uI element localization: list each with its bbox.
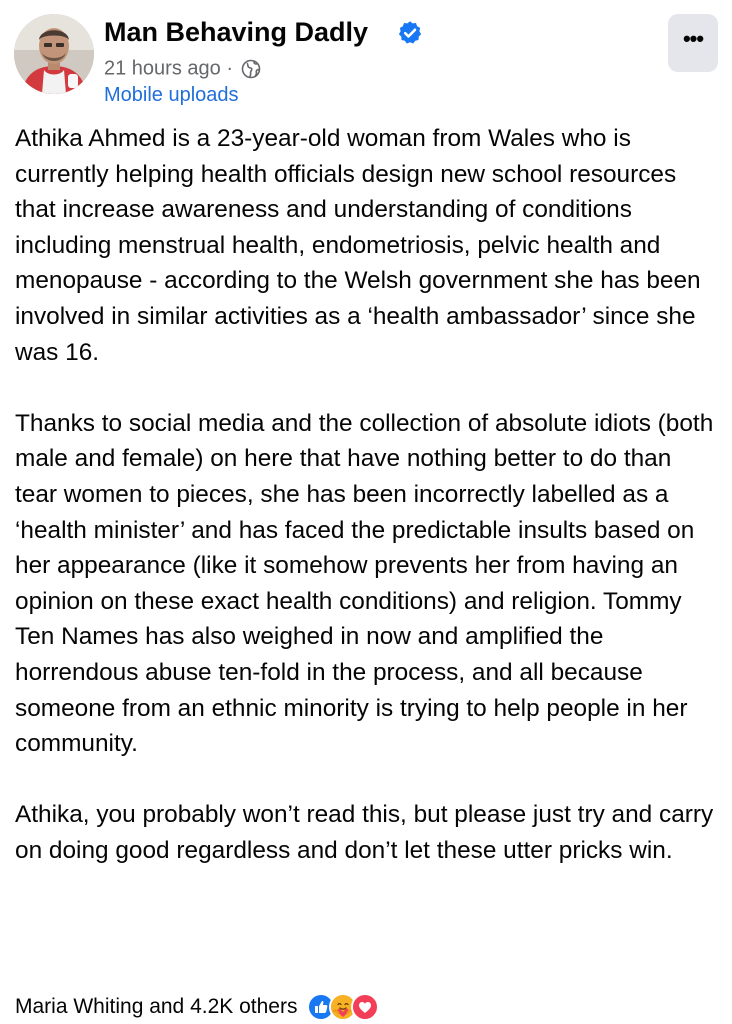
post-paragraph-3: Athika, you probably won’t read this, but please just try and carry on doing good regardless and don’t let these utter pricks win. [15, 801, 714, 864]
avatar-photo [14, 14, 94, 94]
post-header [0, 0, 732, 120]
post-paragraph-2: Thanks to social media and the collection of absolute idiots (both male and female) on here that have nothing better to do than tear women to pieces, she has been incorrectly labelled as a ‘health minister’ and has faced the predictable insults based on her appearance (like it somehow prevents her from having an opinion on these exact health conditions) and religion. Tommy Ten Names has also weighed in now and amplified the horrendous abuse ten-fold in the process, and all because someone from an ethnic minority is trying to help people in her community. [15, 409, 714, 758]
reactions-summary[interactable]: Maria Whiting and 4.2K others [15, 995, 298, 1018]
reaction-icons[interactable] [307, 993, 379, 1021]
reactions-bar [15, 990, 720, 1024]
author-name[interactable]: Man Behaving Dadly [104, 17, 369, 47]
avatar[interactable] [14, 14, 94, 94]
verified-badge-icon [397, 20, 423, 46]
love-icon [351, 993, 379, 1021]
mobile-uploads-link[interactable]: Mobile uploads [104, 84, 239, 106]
meta-separator: · [226, 57, 233, 80]
globe-icon [241, 59, 261, 79]
post-paragraph-1: Athika Ahmed is a 23-year-old woman from Wales who is currently helping health officials design new school resources that increase awareness and understanding of conditions including menstrual health, endometriosis, pelvic health and menopause - according to the Welsh government she has been involved in similar activities as a ‘health ambassador’ since she was 16. [15, 125, 701, 366]
post-meta [104, 54, 261, 82]
post-timestamp[interactable]: 21 hours ago [104, 57, 221, 80]
post-text [15, 121, 720, 868]
more-options-icon: ••• [682, 26, 704, 51]
more-options-button[interactable] [668, 14, 718, 72]
